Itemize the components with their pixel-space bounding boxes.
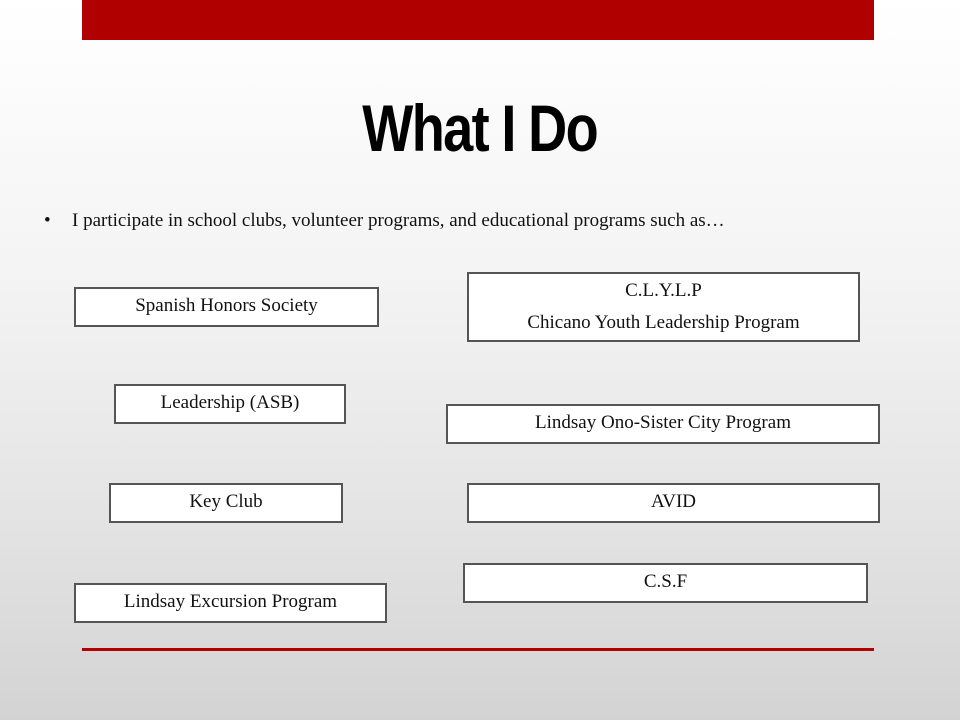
bottom-accent-line	[82, 648, 874, 651]
program-box-clylp-acronym: C.L.Y.L.P	[625, 280, 702, 301]
slide-title: What I Do	[362, 91, 598, 165]
program-box-lindsay-ono-sister-city: Lindsay Ono-Sister City Program	[446, 404, 880, 444]
program-box-leadership-asb: Leadership (ASB)	[114, 384, 346, 424]
program-box-csf: C.S.F	[463, 563, 868, 603]
program-box-key-club: Key Club	[109, 483, 343, 523]
program-box-clylp-fullname: Chicano Youth Leadership Program	[527, 312, 800, 333]
program-box-avid: AVID	[467, 483, 880, 523]
program-box-clylp	[467, 272, 860, 342]
bullet-text: I participate in school clubs, volunteer programs, and educational programs such as…	[72, 210, 725, 231]
top-accent-bar	[82, 0, 874, 40]
program-box-lindsay-excursion-program: Lindsay Excursion Program	[74, 583, 387, 623]
bullet-item	[44, 208, 725, 234]
bullet-dot-icon: •	[44, 210, 51, 231]
program-box-spanish-honors-society: Spanish Honors Society	[74, 287, 379, 327]
